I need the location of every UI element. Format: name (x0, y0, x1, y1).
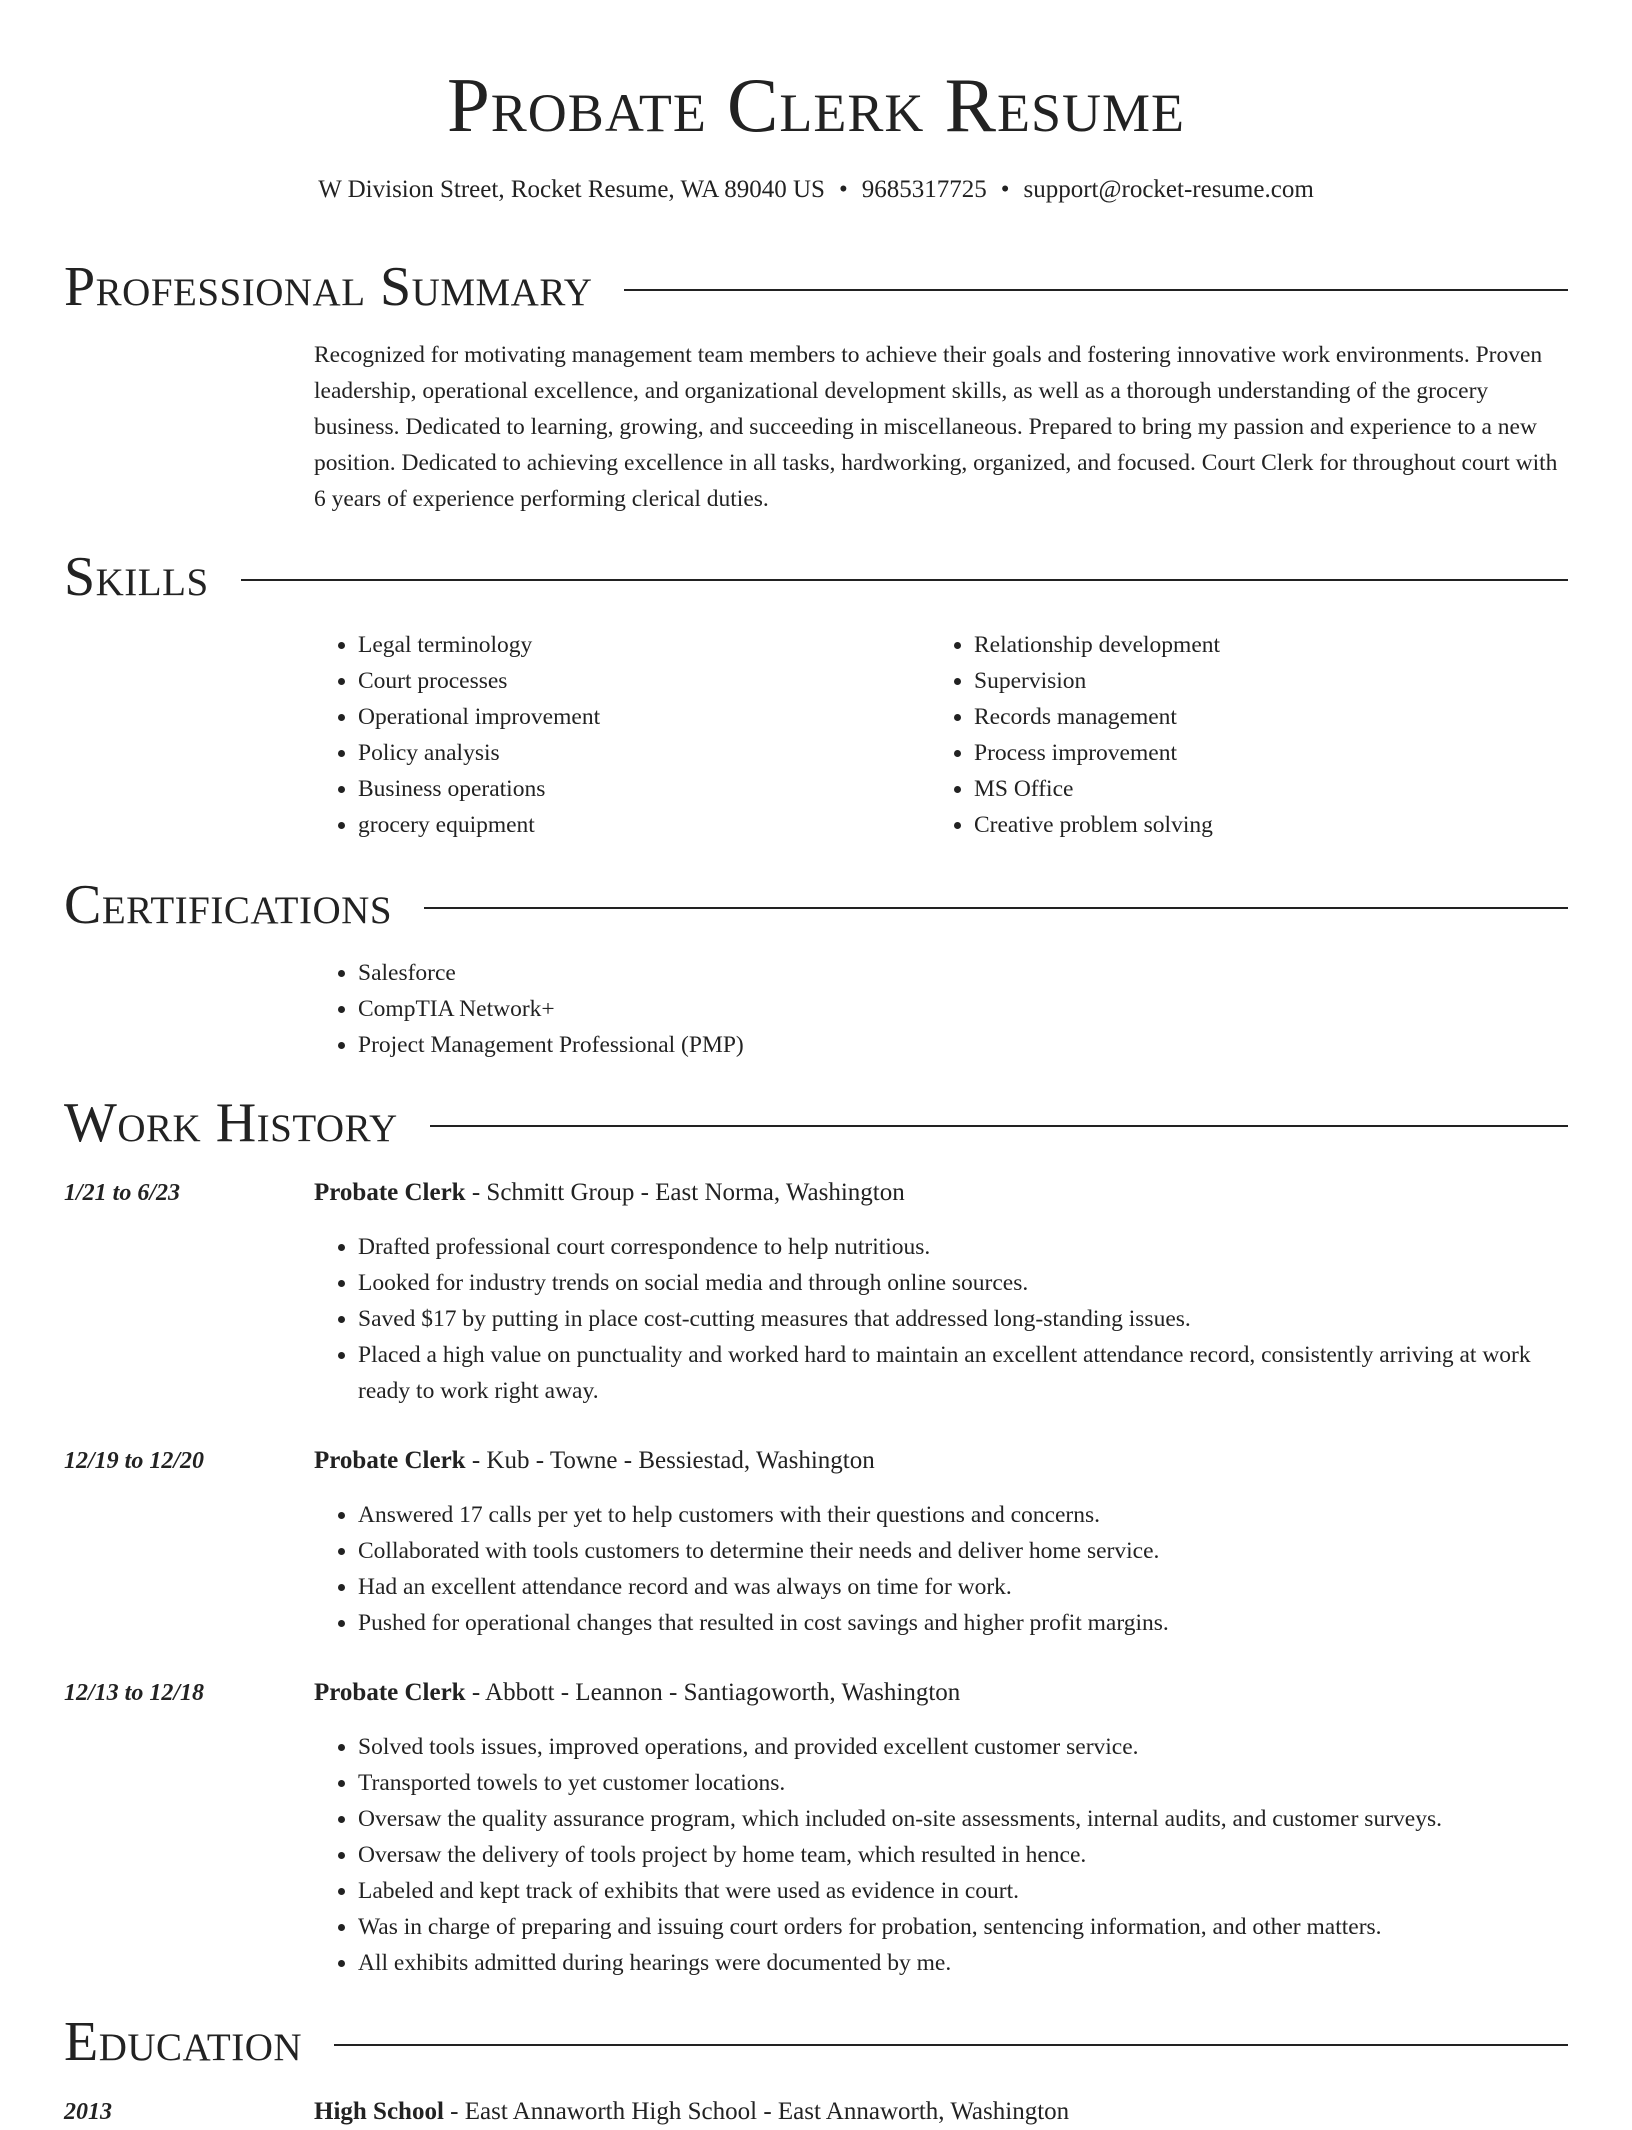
skills-section-header (64, 542, 1568, 612)
job-bullet: • Collaborated with tools customers to determine their needs and deliver home service. (358, 1533, 1568, 1569)
summary-text: Recognized for motivating management team members to achieve their goals and fostering innovative work environments. Proven leadership, operational excellence, and organizational development skills, as well as a thorough understanding of the grocery business. Dedicated to learning, growing, and succeeding in miscellaneous. Prepared to bring my passion and experience to a new position. Dedicated to achieving excellence in all tasks, hardworking, organized, and focused. Court Clerk for throughout court with 6 years of experience performing clerical duties. (314, 342, 1558, 512)
job-title: Probate Clerk (314, 1179, 466, 1206)
resume-title: Probate Clerk Resume (446, 62, 1186, 148)
job-bullet: • Oversaw the delivery of tools project by home team, which resulted in hence. (358, 1837, 1568, 1873)
certification-item: • Salesforce (358, 955, 1258, 991)
job-dates: 12/13 to 12/18 (64, 1680, 205, 1706)
skill-item: • MS Office (974, 771, 1594, 807)
job-bullet: • Solved tools issues, improved operations, and provided excellent customer service. (358, 1729, 1568, 1765)
contact-separator: • (1000, 176, 1010, 203)
summary-heading: Professional Summary (64, 256, 593, 318)
skill-item: • Operational improvement (358, 699, 958, 735)
job-company: - Abbott - Leannon - Santiagoworth, Washington (465, 1679, 961, 1706)
job-bullets (314, 1729, 1568, 1981)
skill-item: • Process improvement (974, 735, 1594, 771)
work-section-header (64, 1088, 1568, 1158)
skills-list-left (314, 627, 958, 843)
section-divider (624, 289, 1568, 291)
job-bullet: • Pushed for operational changes that resulted in cost savings and higher profit margins. (358, 1605, 1568, 1641)
contact-separator: • (838, 176, 848, 203)
job-bullet: • Labeled and kept track of exhibits that were used as evidence in court. (358, 1873, 1568, 1909)
section-divider (334, 2044, 1568, 2046)
job-bullet: • Transported towels to yet customer locations. (358, 1765, 1568, 1801)
contact-email: support@rocket-resume.com (1023, 176, 1314, 203)
skill-item: • grocery equipment (358, 807, 958, 843)
skill-item: • Relationship development (974, 627, 1594, 663)
education-school: - East Annaworth High School - East Annaworth, Washington (443, 2098, 1070, 2125)
education-section-header (64, 2007, 1568, 2077)
job-heading (314, 1443, 875, 1479)
education-dates: 2013 (64, 2099, 112, 2125)
contact-line (0, 173, 1632, 207)
skill-item: • Supervision (974, 663, 1594, 699)
skill-item: • Court processes (358, 663, 958, 699)
certifications-section-header (64, 870, 1568, 940)
job-bullet: • Answered 17 calls per yet to help customers with their questions and concerns. (358, 1497, 1568, 1533)
job-heading (314, 1675, 960, 1711)
certifications-list (314, 955, 1258, 1063)
certifications-heading: Certifications (64, 874, 393, 936)
job-bullet: • Placed a high value on punctuality and worked hard to maintain an excellent attendance record, consistently arriving at work ready to work right away. (358, 1337, 1568, 1409)
job-bullets (314, 1497, 1568, 1641)
job-company: - Schmitt Group - East Norma, Washington (465, 1179, 905, 1206)
summary-section-header (64, 252, 1568, 322)
section-divider (241, 579, 1568, 581)
skill-item: • Business operations (358, 771, 958, 807)
job-title: Probate Clerk (314, 1447, 466, 1474)
skill-item: • Records management (974, 699, 1594, 735)
job-title: Probate Clerk (314, 1679, 466, 1706)
education-degree: High School (314, 2098, 444, 2125)
skill-item: • Legal terminology (358, 627, 958, 663)
certification-item: • Project Management Professional (PMP) (358, 1027, 1258, 1063)
contact-address: W Division Street, Rocket Resume, WA 89040 US (318, 176, 825, 203)
job-dates: 12/19 to 12/20 (64, 1448, 205, 1474)
certification-item: • CompTIA Network+ (358, 991, 1258, 1027)
job-bullet: • All exhibits admitted during hearings were documented by me. (358, 1945, 1568, 1981)
section-divider (424, 907, 1568, 909)
skill-item: • Policy analysis (358, 735, 958, 771)
contact-phone: 9685317725 (861, 176, 987, 203)
job-heading (314, 1175, 905, 1211)
job-dates: 1/21 to 6/23 (64, 1180, 181, 1206)
education-heading: Education (64, 2011, 303, 2073)
skills-heading: Skills (64, 546, 209, 608)
job-company: - Kub - Towne - Bessiestad, Washington (465, 1447, 875, 1474)
job-bullet: • Saved $17 by putting in place cost-cutting measures that addressed long-standing issues. (358, 1301, 1568, 1337)
job-bullet: • Had an excellent attendance record and was always on time for work. (358, 1569, 1568, 1605)
job-bullet: • Was in charge of preparing and issuing court orders for probation, sentencing information, and other matters. (358, 1909, 1568, 1945)
work-heading: Work History (64, 1092, 398, 1154)
job-bullet: • Oversaw the quality assurance program, which included on-site assessments, internal audits, and customer surveys. (358, 1801, 1568, 1837)
section-divider (430, 1125, 1568, 1127)
skills-list-right (930, 627, 1594, 843)
skill-item: • Creative problem solving (974, 807, 1594, 843)
job-bullet: • Drafted professional court correspondence to help nutritious. (358, 1229, 1568, 1265)
job-bullets (314, 1229, 1568, 1409)
education-heading-line (314, 2094, 1069, 2130)
job-bullet: • Looked for industry trends on social media and through online sources. (358, 1265, 1568, 1301)
